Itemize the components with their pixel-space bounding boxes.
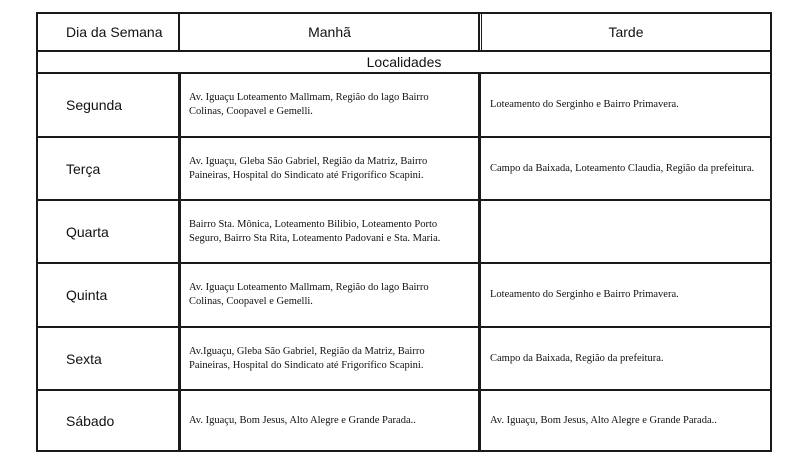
table-row (38, 264, 770, 326)
day-cell (38, 138, 178, 199)
morning-cell (181, 74, 478, 136)
table-row (38, 74, 770, 136)
header-afternoon-label: Tarde (608, 24, 644, 40)
afternoon-cell (482, 264, 770, 326)
day-label: Quinta (66, 287, 108, 303)
afternoon-text: Campo da Baixada, Região da prefeitura. (490, 352, 664, 364)
morning-text: Av. Iguaçu Loteamento Mallmam, Região do lago Bairro Colinas, Coopavel e Gemelli. (189, 92, 429, 117)
day-cell (38, 328, 178, 389)
table-row (38, 201, 770, 262)
subheader-row (38, 52, 770, 72)
header-divider-2 (478, 14, 480, 50)
subheader-label: Localidades (366, 54, 442, 70)
day-label: Quarta (66, 223, 109, 240)
afternoon-text: Campo da Baixada, Loteamento Claudia, Região da prefeitura. (490, 162, 755, 174)
morning-cell (181, 391, 478, 450)
day-cell (38, 391, 178, 450)
day-cell (38, 201, 178, 262)
afternoon-cell (482, 138, 770, 199)
header-morning-label: Manhã (308, 24, 351, 40)
day-label: Sábado (66, 412, 115, 429)
afternoon-text: Loteamento do Serginho e Bairro Primavera. (490, 99, 679, 110)
afternoon-cell (482, 74, 770, 136)
morning-cell (181, 201, 478, 262)
morning-text: Av.Iguaçu, Gleba São Gabriel, Região da Matriz, Bairro Paineiras, Hospital do Sindicato até Frigorífico Scapini. (189, 345, 425, 371)
day-label: Sexta (66, 350, 102, 367)
morning-cell (181, 138, 478, 199)
day-cell (38, 264, 178, 326)
day-cell (38, 74, 178, 136)
morning-text: Av. Iguaçu Loteamento Mallmam, Região do lago Bairro Colinas, Coopavel e Gemelli. (189, 282, 429, 307)
afternoon-text: Av. Iguaçu, Bom Jesus, Alto Alegre e Grande Parada.. (490, 414, 717, 426)
header-afternoon (482, 14, 770, 50)
afternoon-cell (482, 201, 770, 262)
header-row (38, 14, 770, 50)
header-divider-3 (481, 14, 482, 50)
morning-text: Av. Iguaçu, Gleba São Gabriel, Região da Matriz, Bairro Paineiras, Hospital do Sindicato até Frigorífico Scapini. (189, 155, 428, 181)
day-label: Segunda (66, 97, 123, 113)
table-row (38, 328, 770, 389)
header-day (38, 14, 178, 50)
table-row (38, 138, 770, 199)
header-divider-1 (178, 14, 180, 50)
header-morning (181, 14, 478, 50)
morning-cell (181, 328, 478, 389)
header-day-label: Dia da Semana (66, 24, 163, 40)
afternoon-cell (482, 391, 770, 450)
afternoon-text: Loteamento do Serginho e Bairro Primavera. (490, 289, 679, 300)
table-row (38, 391, 770, 450)
day-label: Terça (66, 160, 101, 177)
morning-text: Bairro Sta. Mônica, Loteamento Bilibio, Loteamento Porto Seguro, Bairro Sta Rita, Loteamento Padovani e Sta. Maria. (189, 218, 441, 244)
schedule-table (36, 12, 772, 452)
afternoon-cell (482, 328, 770, 389)
morning-text: Av. Iguaçu, Bom Jesus, Alto Alegre e Grande Parada.. (189, 414, 416, 426)
morning-cell (181, 264, 478, 326)
